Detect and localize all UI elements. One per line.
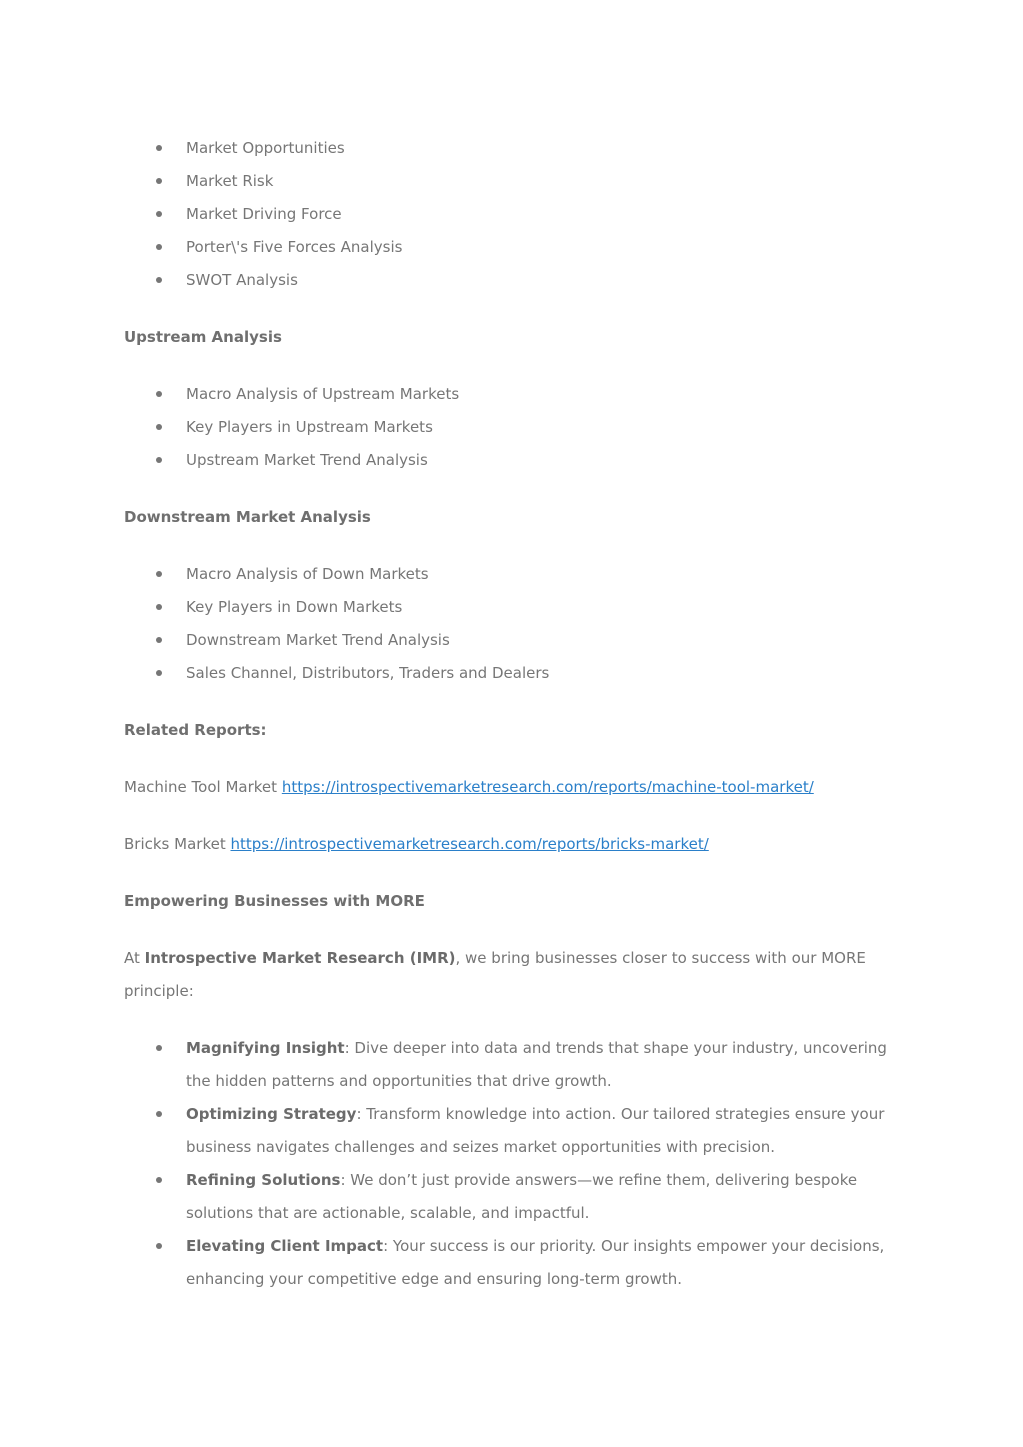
imr-name: Introspective Market Research (IMR) bbox=[144, 949, 456, 967]
imr-intro-line2: principle: bbox=[124, 982, 194, 1000]
bullet-icon bbox=[156, 1243, 162, 1249]
bullet-icon bbox=[156, 211, 162, 217]
list-item-text: Macro Analysis of Upstream Markets bbox=[186, 385, 460, 403]
related-report-machine-tool bbox=[124, 778, 814, 796]
bullet-icon bbox=[156, 571, 162, 577]
list-item-line2: business navigates challenges and seizes market opportunities with precision. bbox=[186, 1138, 776, 1156]
list-item-text: Sales Channel, Distributors, Traders and Dealers bbox=[186, 664, 550, 682]
bullet-icon bbox=[156, 604, 162, 610]
list-item-line2: solutions that are actionable, scalable, and impactful. bbox=[186, 1204, 590, 1222]
list-item-line2: enhancing your competitive edge and ensuring long-term growth. bbox=[186, 1270, 682, 1288]
item-title: Optimizing Strategy bbox=[186, 1105, 357, 1123]
intro-text: , we bring businesses closer to success with our MORE bbox=[455, 949, 866, 967]
report-label: Machine Tool Market bbox=[124, 778, 278, 796]
report-label: Bricks Market bbox=[124, 835, 226, 853]
related-reports-heading: Related Reports: bbox=[124, 721, 267, 739]
list-item-text: SWOT Analysis bbox=[186, 271, 298, 289]
list-item-text: Upstream Market Trend Analysis bbox=[186, 451, 428, 469]
list-item-text: Key Players in Down Markets bbox=[186, 598, 403, 616]
bullet-icon bbox=[156, 1045, 162, 1051]
bullet-icon bbox=[156, 637, 162, 643]
bullet-icon bbox=[156, 457, 162, 463]
list-item-text: Market Opportunities bbox=[186, 139, 345, 157]
bullet-icon bbox=[156, 424, 162, 430]
report-link[interactable]: https://introspectivemarketresearch.com/reports/machine-tool-market/ bbox=[281, 778, 814, 796]
bullet-icon bbox=[156, 1177, 162, 1183]
empowering-heading: Empowering Businesses with MORE bbox=[124, 892, 425, 910]
imr-intro-line1 bbox=[124, 949, 866, 967]
list-item-line2: the hidden patterns and opportunities that drive growth. bbox=[186, 1072, 612, 1090]
bullet-icon bbox=[156, 391, 162, 397]
list-item-text: Porter\'s Five Forces Analysis bbox=[186, 238, 403, 256]
list-item-text: Market Risk bbox=[186, 172, 274, 190]
downstream-heading: Downstream Market Analysis bbox=[124, 508, 371, 526]
report-link[interactable]: https://introspectivemarketresearch.com/reports/bricks-market/ bbox=[230, 835, 709, 853]
list-item-text: Market Driving Force bbox=[186, 205, 342, 223]
list-item-text: Downstream Market Trend Analysis bbox=[186, 631, 450, 649]
bullet-icon bbox=[156, 1111, 162, 1117]
item-text: : Dive deeper into data and trends that shape your industry, uncovering bbox=[344, 1039, 887, 1057]
item-title: Refining Solutions bbox=[186, 1171, 341, 1189]
item-title: Magnifying Insight bbox=[186, 1039, 345, 1057]
bullet-icon bbox=[156, 178, 162, 184]
intro-prefix: At bbox=[124, 949, 145, 967]
item-text: : We don’t just provide answers—we refine them, delivering bespoke bbox=[340, 1171, 858, 1189]
list-item-text: Key Players in Upstream Markets bbox=[186, 418, 433, 436]
list-item-line1 bbox=[186, 1237, 884, 1255]
list-item-line1 bbox=[186, 1039, 887, 1057]
item-text: : Transform knowledge into action. Our tailored strategies ensure your bbox=[356, 1105, 885, 1123]
upstream-heading: Upstream Analysis bbox=[124, 328, 282, 346]
related-report-bricks bbox=[124, 835, 709, 853]
bullet-icon bbox=[156, 670, 162, 676]
list-item-line1 bbox=[186, 1171, 857, 1189]
bullet-icon bbox=[156, 244, 162, 250]
bullet-icon bbox=[156, 277, 162, 283]
list-item-line1 bbox=[186, 1105, 884, 1123]
item-text: : Your success is our priority. Our insights empower your decisions, bbox=[383, 1237, 885, 1255]
bullet-icon bbox=[156, 145, 162, 151]
list-item-text: Macro Analysis of Down Markets bbox=[186, 565, 429, 583]
item-title: Elevating Client Impact bbox=[186, 1237, 384, 1255]
